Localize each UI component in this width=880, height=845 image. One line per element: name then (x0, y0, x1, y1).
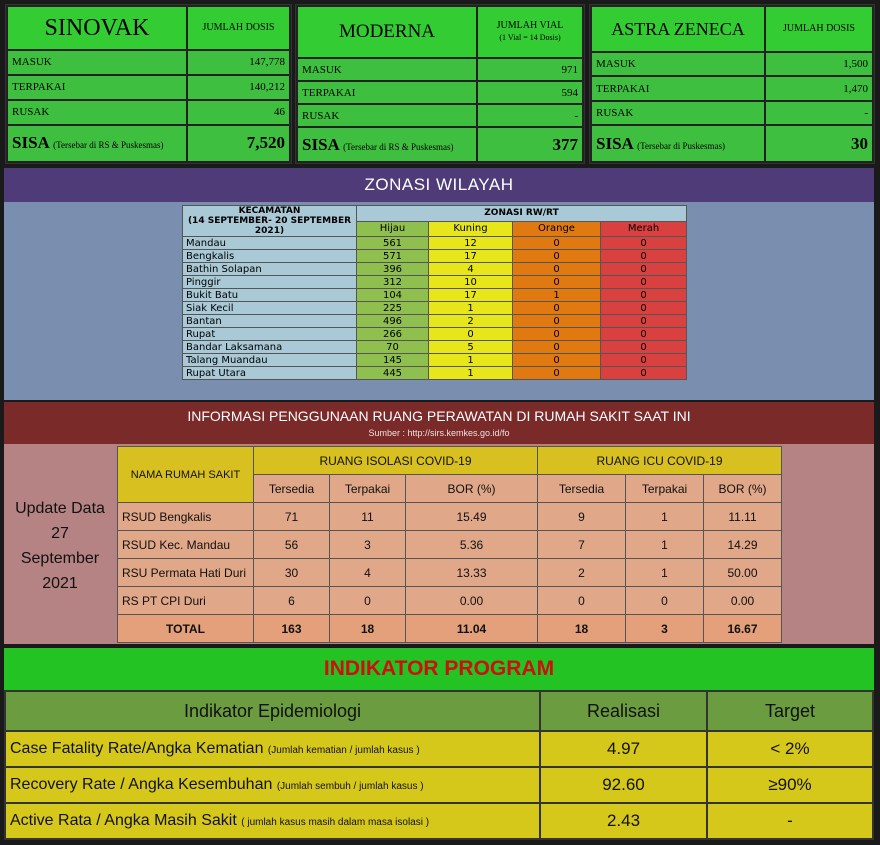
total-value: 3 (626, 615, 704, 643)
zone-value: 0 (601, 250, 687, 263)
sisa-label: SISA (Tersebar di Puskesmas) (591, 125, 765, 162)
zonasi-row (183, 276, 687, 289)
zonasi-row (183, 302, 687, 315)
zone-value: 496 (357, 315, 429, 328)
hospital-value: 4 (330, 559, 406, 587)
sub-header: Terpakai (330, 475, 406, 503)
hospital-value: 71 (254, 503, 330, 531)
hospital-name: RSUD Kec. Mandau (118, 531, 254, 559)
row-value: 147,778 (187, 50, 290, 75)
zone-value: 0 (601, 354, 687, 367)
total-value: 18 (538, 615, 626, 643)
zonasi-row (183, 289, 687, 302)
ruang-title: INFORMASI PENGGUNAAN RUANG PERAWATAN DI RUMAH SAKIT SAAT INI (187, 408, 691, 424)
row-label: MASUK (7, 50, 187, 75)
zone-value: 1 (429, 354, 513, 367)
sisa-value: 7,520 (187, 125, 290, 162)
zone-value: 225 (357, 302, 429, 315)
hospital-value: 11 (330, 503, 406, 531)
zone-value: 0 (513, 315, 601, 328)
target-value: ≥90% (707, 767, 873, 803)
vaccine-panel-moderna (295, 4, 585, 164)
hospital-value: 0.00 (704, 587, 782, 615)
hospital-value: 0 (538, 587, 626, 615)
vaccine-panel-astrazeneca (589, 4, 875, 164)
row-value: 46 (187, 100, 290, 125)
kecamatan-name: Talang Muandau (183, 354, 357, 367)
sisa-label: SISA (Tersebar di RS & Puskesmas) (297, 127, 477, 162)
realisasi-value: 4.97 (540, 731, 707, 767)
target-value: - (707, 803, 873, 839)
sub-header: BOR (%) (704, 475, 782, 503)
zone-value: 4 (429, 263, 513, 276)
hospital-header: NAMA RUMAH SAKIT (118, 447, 254, 503)
realisasi-header: Realisasi (540, 691, 707, 731)
zone-value: 0 (513, 341, 601, 354)
zone-value: 1 (513, 289, 601, 302)
zone-value: 0 (601, 328, 687, 341)
row-label: RUSAK (297, 104, 477, 127)
kecamatan-name: Bukit Batu (183, 289, 357, 302)
sub-header: Tersedia (538, 475, 626, 503)
sub-header: Tersedia (254, 475, 330, 503)
kecamatan-name: Pinggir (183, 276, 357, 289)
hospital-value: 0 (330, 587, 406, 615)
zone-value: 0 (513, 328, 601, 341)
hospital-value: 6 (254, 587, 330, 615)
zonasi-row (183, 328, 687, 341)
sub-header: BOR (%) (406, 475, 538, 503)
zone-value: 0 (601, 315, 687, 328)
zone-value: 70 (357, 341, 429, 354)
row-value: 971 (477, 58, 583, 81)
zone-value: 445 (357, 367, 429, 380)
col-hijau: Hijau (357, 221, 429, 237)
hospital-value: 7 (538, 531, 626, 559)
zonasi-table (182, 205, 687, 380)
hospital-row (118, 503, 782, 531)
isolasi-header: RUANG ISOLASI COVID-19 (254, 447, 538, 475)
zone-value: 0 (513, 237, 601, 250)
zone-value: 145 (357, 354, 429, 367)
vaccine-name: MODERNA (297, 6, 477, 58)
row-label: RUSAK (7, 100, 187, 125)
zonasi-row (183, 250, 687, 263)
indikator-table (4, 690, 874, 840)
hospital-row (118, 587, 782, 615)
hospital-row (118, 559, 782, 587)
sisa-value: 30 (765, 125, 873, 162)
kecamatan-name: Rupat (183, 328, 357, 341)
row-value: - (477, 104, 583, 127)
sisa-value: 377 (477, 127, 583, 162)
hospital-value: 0 (626, 587, 704, 615)
hospital-value: 1 (626, 503, 704, 531)
ruang-source: Sumber : http://sirs.kemkes.go.id/fo (368, 428, 510, 438)
hospital-value: 13.33 (406, 559, 538, 587)
kecamatan-header: KECAMATAN (14 SEPTEMBER- 20 SEPTEMBER 2021) (183, 206, 357, 237)
zone-value: 0 (601, 367, 687, 380)
zonasi-row (183, 315, 687, 328)
zonasi-row (183, 263, 687, 276)
zone-value: 1 (429, 367, 513, 380)
zone-value: 0 (513, 250, 601, 263)
col-merah: Merah (601, 221, 687, 237)
hospital-value: 1 (626, 531, 704, 559)
hospital-value: 9 (538, 503, 626, 531)
total-value: 18 (330, 615, 406, 643)
hospital-value: 56 (254, 531, 330, 559)
hospital-table (117, 446, 782, 643)
row-value: - (765, 101, 873, 125)
indikator-label (5, 803, 540, 839)
total-value: 16.67 (704, 615, 782, 643)
kecamatan-name: Bantan (183, 315, 357, 328)
vaccine-unit-label: JUMLAH DOSIS (187, 6, 290, 50)
indikator-row (5, 803, 873, 839)
zone-value: 104 (357, 289, 429, 302)
zone-value: 266 (357, 328, 429, 341)
zone-value: 0 (513, 276, 601, 289)
zone-value: 0 (513, 263, 601, 276)
zone-value: 17 (429, 289, 513, 302)
hospital-value: 2 (538, 559, 626, 587)
vaccine-name: SINOVAK (7, 6, 187, 50)
indikator-note: (Jumlah kematian / jumlah kasus ) (267, 745, 420, 756)
indikator-label (5, 767, 540, 803)
zone-value: 0 (601, 341, 687, 354)
zone-value: 0 (601, 302, 687, 315)
row-label: RUSAK (591, 101, 765, 125)
row-value: 1,500 (765, 52, 873, 76)
realisasi-value: 2.43 (540, 803, 707, 839)
indikator-name: Active Rata / Angka Masih Sakit (10, 812, 237, 829)
hospital-value: 30 (254, 559, 330, 587)
hospital-value: 11.11 (704, 503, 782, 531)
total-value: 163 (254, 615, 330, 643)
hospital-name: RSUD Bengkalis (118, 503, 254, 531)
row-value: 594 (477, 81, 583, 104)
vaccine-unit-label: JUMLAH DOSIS (765, 6, 873, 52)
zone-value: 0 (601, 289, 687, 302)
total-row (118, 615, 782, 643)
zonasi-row (183, 367, 687, 380)
row-label: MASUK (591, 52, 765, 76)
target-header: Target (707, 691, 873, 731)
sisa-label: SISA (Tersebar di RS & Puskesmas) (7, 125, 187, 162)
zone-value: 396 (357, 263, 429, 276)
row-label: TERPAKAI (7, 75, 187, 100)
zonasi-title: ZONASI WILAYAH (4, 168, 874, 202)
realisasi-value: 92.60 (540, 767, 707, 803)
indikator-row (5, 767, 873, 803)
kecamatan-name: Bandar Laksamana (183, 341, 357, 354)
vaccine-panel-sinovak (5, 4, 292, 164)
hospital-value: 1 (626, 559, 704, 587)
vaccine-unit-label: JUMLAH VIAL (1 Vial = 14 Dosis) (477, 6, 583, 58)
hospital-value: 50.00 (704, 559, 782, 587)
zone-value: 312 (357, 276, 429, 289)
kecamatan-name: Bathin Solapan (183, 263, 357, 276)
update-date: Update Data 27 September 2021 (15, 500, 105, 592)
zone-value: 5 (429, 341, 513, 354)
kecamatan-name: Siak Kecil (183, 302, 357, 315)
zonasi-row (183, 237, 687, 250)
zone-value: 1 (429, 302, 513, 315)
col-kuning: Kuning (429, 221, 513, 237)
zone-value: 0 (601, 276, 687, 289)
zonasi-row (183, 341, 687, 354)
zone-value: 0 (513, 302, 601, 315)
indikator-row (5, 731, 873, 767)
indikator-label (5, 731, 540, 767)
col-orange: Orange (513, 221, 601, 237)
indikator-title: INDIKATOR PROGRAM (4, 648, 874, 690)
target-value: < 2% (707, 731, 873, 767)
hospital-value: 15.49 (406, 503, 538, 531)
zone-value: 2 (429, 315, 513, 328)
indikator-note: (Jumlah sembuh / jumlah kasus ) (276, 781, 424, 792)
hospital-name: RS PT CPI Duri (118, 587, 254, 615)
hospital-value: 14.29 (704, 531, 782, 559)
row-label: TERPAKAI (591, 76, 765, 100)
zone-header: ZONASI RW/RT (357, 206, 687, 222)
icu-header: RUANG ICU COVID-19 (538, 447, 782, 475)
hospital-value: 3 (330, 531, 406, 559)
total-label: TOTAL (118, 615, 254, 643)
indikator-name: Recovery Rate / Angka Kesembuhan (10, 776, 273, 793)
zone-value: 0 (513, 354, 601, 367)
indikator-note: ( jumlah kasus masih dalam masa isolasi ) (241, 817, 430, 828)
zone-value: 561 (357, 237, 429, 250)
sub-header: Terpakai (626, 475, 704, 503)
kecamatan-name: Rupat Utara (183, 367, 357, 380)
zone-value: 0 (601, 263, 687, 276)
hospital-value: 0.00 (406, 587, 538, 615)
zone-value: 0 (601, 237, 687, 250)
kecamatan-name: Mandau (183, 237, 357, 250)
zone-value: 12 (429, 237, 513, 250)
zonasi-row (183, 354, 687, 367)
zone-value: 571 (357, 250, 429, 263)
hospital-name: RSU Permata Hati Duri (118, 559, 254, 587)
row-label: MASUK (297, 58, 477, 81)
zone-value: 0 (513, 367, 601, 380)
total-value: 11.04 (406, 615, 538, 643)
vaccine-name: ASTRA ZENECA (591, 6, 765, 52)
zone-value: 17 (429, 250, 513, 263)
row-value: 140,212 (187, 75, 290, 100)
hospital-value: 5.36 (406, 531, 538, 559)
zone-value: 10 (429, 276, 513, 289)
indikator-name: Case Fatality Rate/Angka Kematian (10, 740, 264, 757)
row-label: TERPAKAI (297, 81, 477, 104)
ruang-title-bar (4, 402, 874, 444)
zone-value: 0 (429, 328, 513, 341)
hospital-row (118, 531, 782, 559)
kecamatan-name: Bengkalis (183, 250, 357, 263)
indikator-header: Indikator Epidemiologi (5, 691, 540, 731)
row-value: 1,470 (765, 76, 873, 100)
